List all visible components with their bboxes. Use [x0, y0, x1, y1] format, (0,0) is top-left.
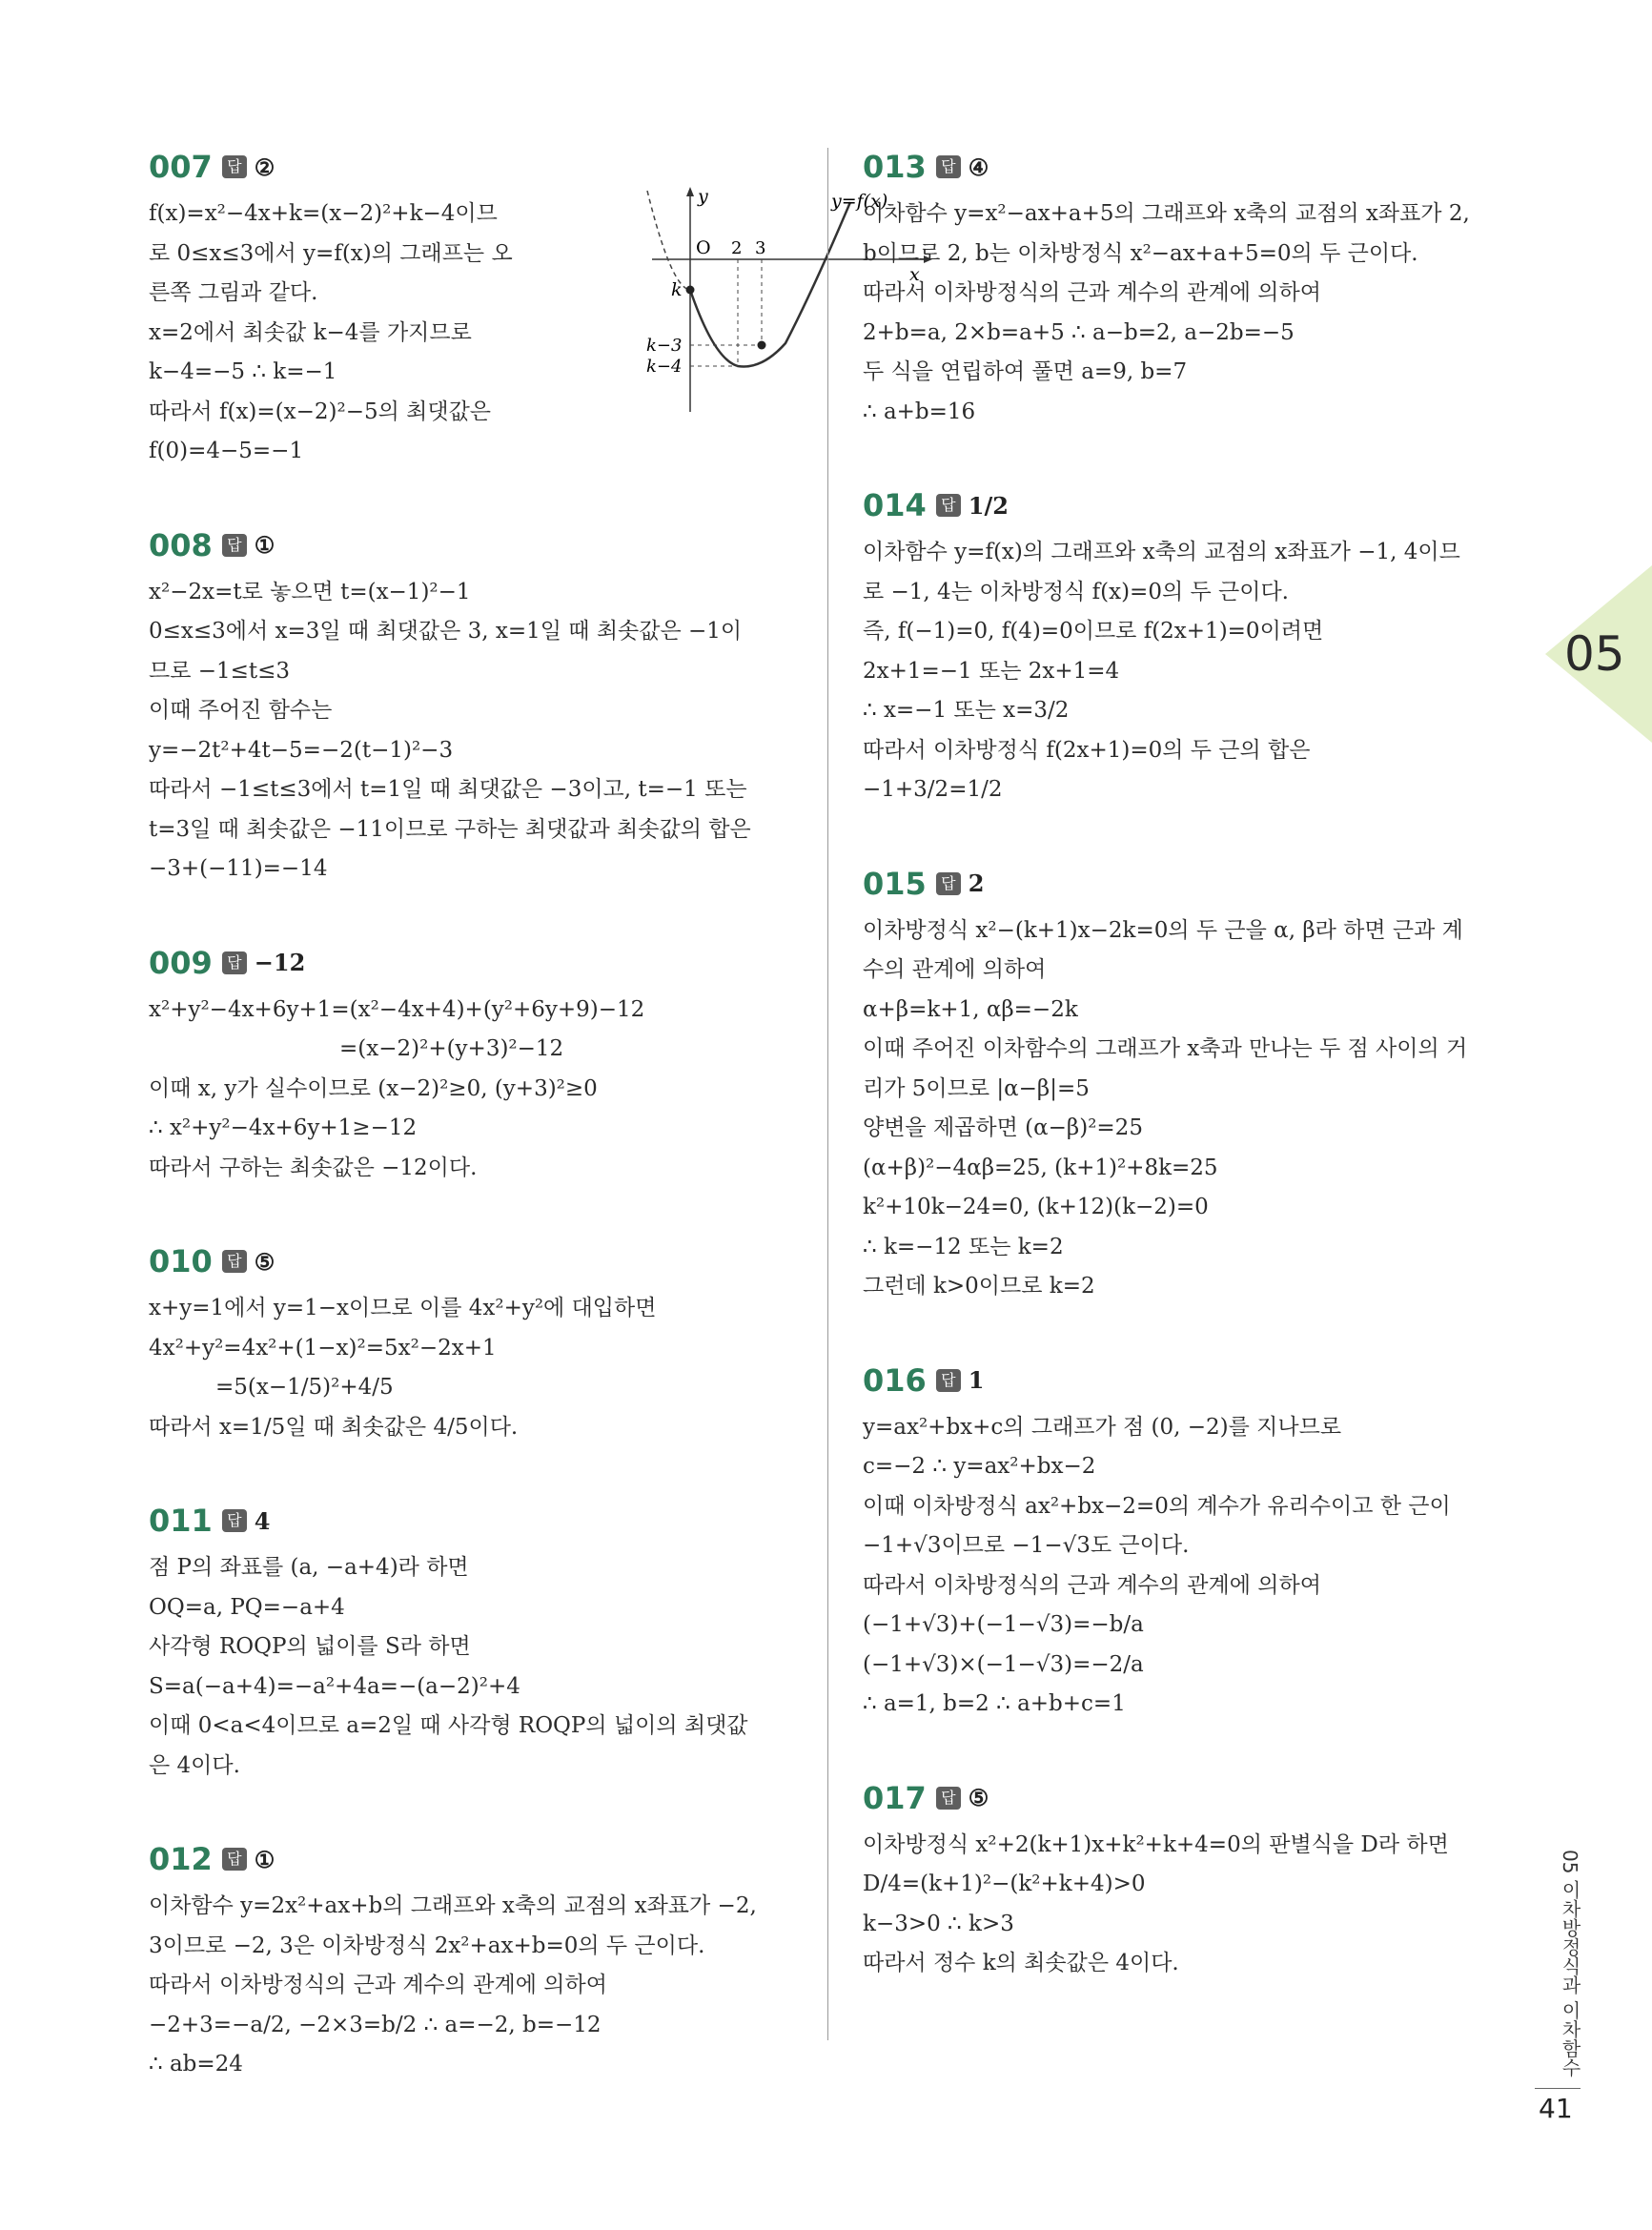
solution-line: 이때 주어진 함수는 — [149, 698, 333, 723]
problem-header — [863, 860, 1520, 908]
solution-line: 따라서 이차방정식의 근과 계수의 관계에 의하여 — [149, 1973, 607, 1997]
solution-line: −1+3/2=1/2 — [863, 777, 1003, 802]
solution-line: k−3>0 ∴ k>3 — [863, 1911, 1014, 1936]
point-k — [686, 286, 695, 295]
answer-badge: 답 — [936, 1369, 961, 1392]
solution-line: (−1+√3)×(−1−√3)=−2/a — [863, 1651, 1144, 1677]
k-label: k — [671, 279, 683, 300]
problem-header — [149, 522, 797, 569]
solution-line: 0≤x≤3에서 x=3일 때 최댓값은 3, x=1일 때 최솟값은 −1이 — [149, 619, 743, 644]
solution-line: 이차방정식 x²+2(k+1)x+k²+k+4=0의 판별식을 D라 하면 — [863, 1831, 1449, 1857]
answer-value: 1/2 — [968, 491, 1009, 520]
solution-line: −1+√3이므로 −1−√3도 근이다. — [863, 1533, 1190, 1558]
solution-line: x²−2x=t로 놓으면 t=(x−1)²−1 — [149, 579, 471, 604]
solution-line: 2x+1=−1 또는 2x+1=4 — [863, 658, 1120, 684]
answer-badge: 답 — [936, 155, 961, 178]
problem-number: 017 — [863, 1779, 927, 1816]
solution-line: 리가 5이므로 |α−β|=5 — [863, 1075, 1090, 1101]
solution-line: ∴ a+b=16 — [863, 399, 976, 424]
answer-badge: 답 — [936, 872, 961, 895]
solution-line: (−1+√3)+(−1−√3)=−b/a — [863, 1612, 1144, 1637]
solution-line: −3+(−11)=−14 — [149, 856, 328, 881]
tick-2-label: 2 — [731, 238, 743, 258]
solution-line: k−4=−5 ∴ k=−1 — [149, 359, 337, 384]
solution-line: 점 P의 좌표를 (a, −a+4)라 하면 — [149, 1555, 469, 1580]
solution-line: x²+y²−4x+6y+1=(x²−4x+4)+(y²+6y+9)−12 — [149, 996, 645, 1022]
answer-badge: 답 — [936, 1787, 961, 1810]
problem-016 — [863, 1357, 1520, 1725]
solution-line: f(0)=4−5=−1 — [149, 439, 304, 463]
problem-number: 014 — [863, 487, 927, 523]
solution-line: 두 식을 연립하여 풀면 a=9, b=7 — [863, 359, 1188, 384]
solution-line: 2+b=a, 2×b=a+5 ∴ a−b=2, a−2b=−5 — [863, 319, 1295, 345]
solution-line: f(x)=x²−4x+k=(x−2)²+k−4이므 — [149, 201, 498, 226]
solution-line: ∴ a=1, b=2 ∴ a+b+c=1 — [863, 1691, 1126, 1716]
problem-number: 016 — [863, 1361, 927, 1399]
parabola-curve — [690, 202, 850, 367]
problem-number: 010 — [149, 1243, 213, 1279]
solution-line: 3이므로 −2, 3은 이차방정식 2x²+ax+b=0의 두 근이다. — [149, 1933, 705, 1958]
answer-value: ⑤ — [968, 1784, 989, 1811]
problem-header — [149, 1238, 797, 1285]
problem-number: 013 — [863, 149, 927, 185]
problem-013 — [863, 143, 1520, 432]
solution-line: α+β=k+1, αβ=−2k — [863, 996, 1078, 1022]
problem-header — [149, 1835, 797, 1883]
problem-012 — [149, 1835, 797, 2085]
solution-line: (α+β)²−4αβ=25, (k+1)²+8k=25 — [863, 1155, 1218, 1180]
problem-number: 012 — [149, 1841, 213, 1877]
solution-line: 이차방정식 x²−(k+1)x−2k=0의 두 근을 α, β라 하면 근과 계 — [863, 917, 1463, 943]
solution-line: 그런데 k>0이므로 k=2 — [863, 1274, 1095, 1299]
column-divider — [827, 148, 828, 2040]
problem-number: 009 — [149, 944, 213, 981]
solution-line: D/4=(k+1)²−(k²+k+4)>0 — [863, 1872, 1146, 1896]
solution-line: =(x−2)²+(y+3)²−12 — [339, 1036, 564, 1061]
answer-badge: 답 — [222, 1250, 247, 1273]
solution-line: OQ=a, PQ=−a+4 — [149, 1594, 345, 1620]
k-minus-3-label: k−3 — [646, 336, 683, 356]
page-number: 41 — [1539, 2093, 1573, 2124]
solution-line: 이차함수 y=2x²+ax+b의 그래프와 x축의 교점의 x좌표가 −2, — [149, 1893, 757, 1918]
solution-line: t=3일 때 최솟값은 −11이므로 구하는 최댓값과 최솟값의 합은 — [149, 816, 751, 842]
chapter-tab — [1545, 565, 1652, 743]
solution-line: 4x²+y²=4x²+(1−x)²=5x²−2x+1 — [149, 1335, 497, 1361]
answer-value: −12 — [254, 949, 306, 976]
solution-line: 따라서 이차방정식의 근과 계수의 관계에 의하여 — [863, 1572, 1321, 1598]
right-column — [863, 143, 1520, 2034]
problem-number: 008 — [149, 526, 213, 563]
solution-line: b이므로 2, b는 이차방정식 x²−ax+a+5=0의 두 근이다. — [863, 240, 1418, 266]
solution-line: 이때 주어진 이차함수의 그래프가 x축과 만나는 두 점 사이의 거 — [863, 1036, 1468, 1061]
chapter-tab-label: 05 — [1564, 626, 1625, 682]
problem-008 — [149, 522, 797, 890]
problem-header — [863, 481, 1520, 529]
solution-line: 이차함수 y=f(x)의 그래프와 x축의 교점의 x좌표가 −1, 4이므 — [863, 540, 1460, 564]
y-axis-arrow — [686, 187, 694, 196]
answer-value: ④ — [968, 153, 989, 181]
answer-badge: 답 — [936, 494, 961, 517]
solution-line: 따라서 −1≤t≤3에서 t=1일 때 최댓값은 −3이고, t=−1 또는 — [149, 777, 747, 802]
problem-header — [149, 939, 797, 987]
answer-value: ⑤ — [254, 1247, 275, 1276]
solution-line: 은 4이다. — [149, 1752, 240, 1778]
solution-line: ∴ x²+y²−4x+6y+1≥−12 — [149, 1115, 418, 1140]
solution-line: 므로 −1≤t≤3 — [149, 658, 291, 684]
x-axis-label: x — [909, 264, 920, 285]
answer-value: ① — [254, 531, 275, 559]
solution-line: 수의 관계에 의하여 — [863, 957, 1047, 982]
solution-line: 사각형 ROQP의 넓이를 S라 하면 — [149, 1634, 471, 1659]
problem-number: 015 — [863, 865, 927, 902]
problem-header — [149, 1497, 797, 1545]
solution-line: =5(x−1/5)²+4/5 — [215, 1375, 394, 1400]
solution-line: 이때 0<a<4이므로 a=2일 때 사각형 ROQP의 넓이의 최댓값 — [149, 1713, 748, 1738]
parabola-dashed — [647, 191, 690, 290]
solution-line: −2+3=−a/2, −2×3=b/2 ∴ a=−2, b=−12 — [149, 2012, 602, 2037]
solution-line: x=2에서 최솟값 k−4를 가지므로 — [149, 319, 472, 345]
answer-badge: 답 — [222, 534, 247, 557]
solution-line: ∴ ab=24 — [149, 2052, 243, 2077]
problem-009 — [149, 939, 797, 1189]
point-k-3 — [758, 341, 766, 350]
problem-header — [863, 1357, 1520, 1404]
solution-line: S=a(−a+4)=−a²+4a=−(a−2)²+4 — [149, 1673, 520, 1699]
solution-line: 양변을 제곱하면 (α−β)²=25 — [863, 1115, 1143, 1140]
problem-header — [863, 1774, 1520, 1822]
origin-label: O — [696, 237, 711, 258]
solution-line: 이때 x, y가 실수이므로 (x−2)²≥0, (y+3)²≥0 — [149, 1075, 598, 1101]
solution-line: ∴ k=−12 또는 k=2 — [863, 1234, 1064, 1259]
solution-line: 따라서 이차방정식의 근과 계수의 관계에 의하여 — [863, 280, 1321, 305]
solution-line: 따라서 구하는 최솟값은 −12이다. — [149, 1155, 478, 1180]
solution-line: 이때 이차방정식 ax²+bx−2=0의 계수가 유리수이고 한 근이 — [863, 1493, 1451, 1519]
footer-rule — [1535, 2088, 1581, 2089]
problem-number: 011 — [149, 1503, 213, 1539]
problem-017 — [863, 1774, 1520, 1984]
problem-header — [863, 143, 1520, 191]
solution-line: 른쪽 그림과 같다. — [149, 280, 318, 305]
answer-value: ② — [254, 153, 275, 181]
answer-value: 2 — [968, 869, 985, 897]
solution-line: x+y=1에서 y=1−x이므로 이를 4x²+y²에 대입하면 — [149, 1296, 657, 1320]
k-minus-4-label: k−4 — [646, 357, 683, 377]
problem-number: 007 — [149, 149, 213, 185]
solution-line: 따라서 정수 k의 최솟값은 4이다. — [863, 1951, 1179, 1975]
tick-3-label: 3 — [755, 238, 766, 258]
solution-line: 따라서 f(x)=(x−2)²−5의 최댓값은 — [149, 399, 492, 424]
solution-line: 이차함수 y=x²−ax+a+5의 그래프와 x축의 교점의 x좌표가 2, — [863, 201, 1470, 226]
problem-014 — [863, 481, 1520, 810]
answer-value: 4 — [254, 1506, 271, 1535]
answer-badge: 답 — [222, 155, 247, 178]
solution-line: 즉, f(−1)=0, f(4)=0이므로 f(2x+1)=0이려면 — [863, 619, 1324, 644]
chapter-title-sidebar: 05 이차방정식과 이차함수 — [1559, 1850, 1581, 2077]
solution-line: ∴ x=−1 또는 x=3/2 — [863, 698, 1070, 723]
problem-011 — [149, 1497, 797, 1786]
solution-line: y=−2t²+4t−5=−2(t−1)²−3 — [149, 737, 454, 763]
solution-line: 로 0≤x≤3에서 y=f(x)의 그래프는 오 — [149, 240, 513, 266]
answer-badge: 답 — [222, 1509, 247, 1532]
solution-line: y=ax²+bx+c의 그래프가 점 (0, −2)를 지나므로 — [863, 1414, 1342, 1440]
problem-010 — [149, 1238, 797, 1447]
solution-line: c=−2 ∴ y=ax²+bx−2 — [863, 1454, 1096, 1479]
curve-label: y=f(x) — [831, 191, 888, 212]
solution-line: 따라서 x=1/5일 때 최솟값은 4/5이다. — [149, 1414, 519, 1440]
solution-line: k²+10k−24=0, (k+12)(k−2)=0 — [863, 1195, 1209, 1219]
answer-value: ① — [254, 1845, 275, 1873]
solution-line: 로 −1, 4는 이차방정식 f(x)=0의 두 근이다. — [863, 579, 1289, 604]
answer-value: 1 — [968, 1366, 985, 1394]
solution-line: 따라서 이차방정식 f(2x+1)=0의 두 근의 합은 — [863, 737, 1311, 763]
answer-badge: 답 — [222, 951, 247, 974]
problem-015 — [863, 860, 1520, 1307]
answer-badge: 답 — [222, 1848, 247, 1871]
y-axis-label: y — [698, 186, 708, 207]
